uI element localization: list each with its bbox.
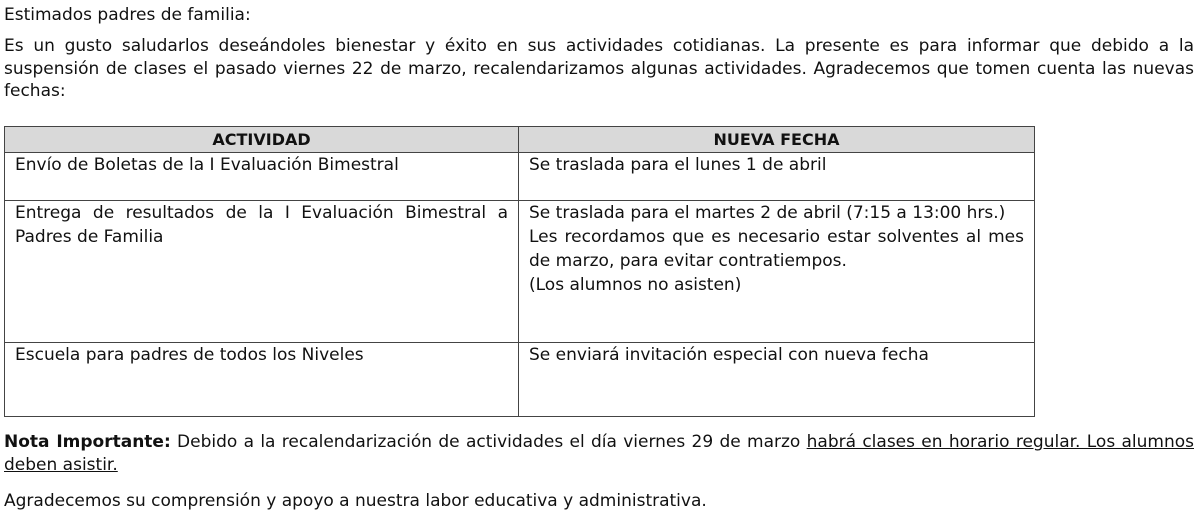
important-note-text: Debido a la recalendarización de actividades el día viernes 29 de marzo bbox=[170, 432, 807, 452]
new-date-line: Se traslada para el lunes 1 de abril bbox=[529, 155, 827, 175]
rescheduled-activities-table bbox=[4, 126, 1035, 417]
important-note bbox=[4, 431, 1194, 477]
table-row bbox=[5, 201, 1035, 343]
letter-intro-paragraph: Es un gusto saludarlos deseándoles bienestar y éxito en sus actividades cotidianas. La presente es para informar que debido a la suspensión de clases el pasado viernes 22 de marzo, recalendarizamos algunas actividades. Agradecemos que tomen cuenta las nuevas fechas: bbox=[4, 36, 1194, 101]
activity-cell: Escuela para padres de todos los Niveles bbox=[5, 343, 519, 417]
header-new-date: NUEVA FECHA bbox=[519, 127, 1035, 153]
new-date-cell bbox=[519, 201, 1035, 343]
important-note-label: Nota Importante: bbox=[4, 432, 171, 452]
activity-cell: Envío de Boletas de la I Evaluación Bimestral bbox=[5, 153, 519, 201]
new-date-line: Se traslada para el martes 2 de abril (7:15 a 13:00 hrs.) bbox=[529, 203, 1006, 223]
letter-greeting: Estimados padres de familia: bbox=[4, 5, 251, 25]
new-date-cell bbox=[519, 153, 1035, 201]
table-row bbox=[5, 153, 1035, 201]
letter-closing: Agradecemos su comprensión y apoyo a nuestra labor educativa y administrativa. bbox=[4, 491, 707, 511]
table-row bbox=[5, 343, 1035, 417]
new-date-line: Se enviará invitación especial con nueva fecha bbox=[529, 345, 929, 365]
table-header-row bbox=[5, 127, 1035, 153]
activity-cell: Entrega de resultados de la I Evaluación Bimestral a Padres de Familia bbox=[5, 201, 519, 343]
important-note-emphasis: habrá clases en horario regular. Los alumnos deben asistir. bbox=[4, 432, 1194, 475]
new-date-cell bbox=[519, 343, 1035, 417]
header-activity: ACTIVIDAD bbox=[5, 127, 519, 153]
reminder-line: Les recordamos que es necesario estar solventes al mes de marzo, para evitar contratiempos. bbox=[529, 227, 1024, 271]
students-note-line: (Los alumnos no asisten) bbox=[529, 275, 742, 295]
